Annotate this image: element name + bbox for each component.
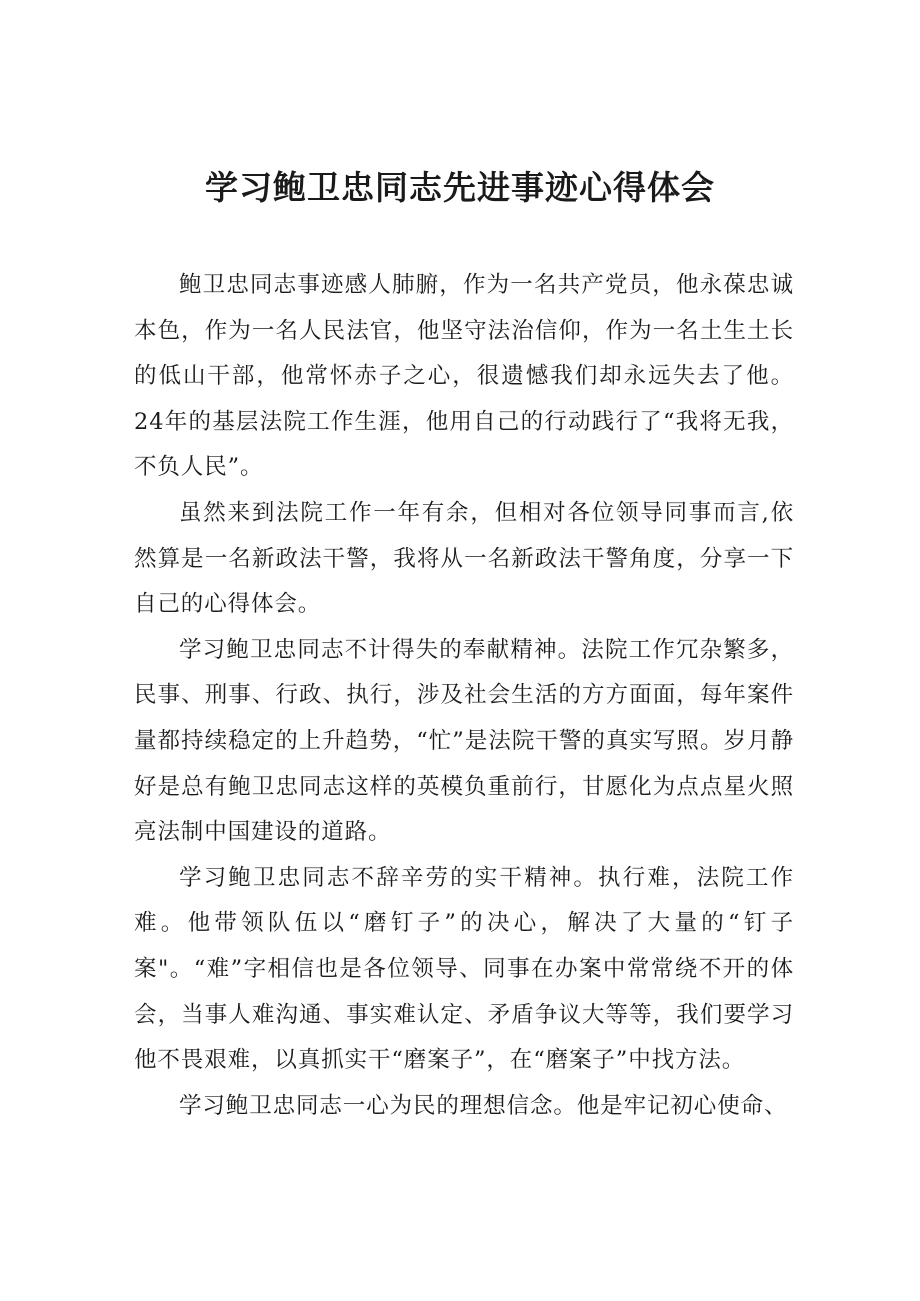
paragraph-4: 学习鲍卫忠同志不辞辛劳的实干精神。执行难，法院工作难。他带领队伍以“磨钉子”的决心，解决了大量的“钉子案"。“难”字相信也是各位领导、同事在办案中常常绕不开的体会，当事人难沟通、事实难认定、矛盾争议大等等，我们要学习他不畏艰难，以真抓实干“磨案子”，在“磨案子”中找方法。 [134, 864, 794, 1074]
paragraph-1: 鲍卫忠同志事迹感人肺腑，作为一名共产党员，他永葆忠诚本色，作为一名人民法官，他坚守法治信仰，作为一名土生土长的低山干部，他常怀赤子之心，很遗憾我们却永远失去了他。24年的基层法院工作生涯，他用自己的行动践行了“我将无我，不负人民”。 [134, 272, 794, 481]
document-body [134, 263, 794, 1129]
document-title: 学习鲍卫忠同志先进事迹心得体会 [205, 168, 715, 207]
paragraph-3: 学习鲍卫忠同志不计得失的奉献精神。法院工作冗杂繁多，民事、刑事、行政、执行，涉及社会生活的方方面面，每年案件量都持续稳定的上升趋势，“忙”是法院干警的真实写照。岁月静好是总有鲍卫忠同志这样的英模负重前行，甘愿化为点点星火照亮法制中国建设的道路。 [134, 636, 794, 846]
paragraph-5: 学习鲍卫忠同志一心为民的理想信念。他是牢记初心使命、 [179, 1092, 788, 1119]
paragraph-2: 虽然来到法院工作一年有余，但相对各位领导同事而言,依然算是一名新政法干警，我将从一名新政法干警角度，分享一下自己的心得体会。 [134, 499, 794, 618]
